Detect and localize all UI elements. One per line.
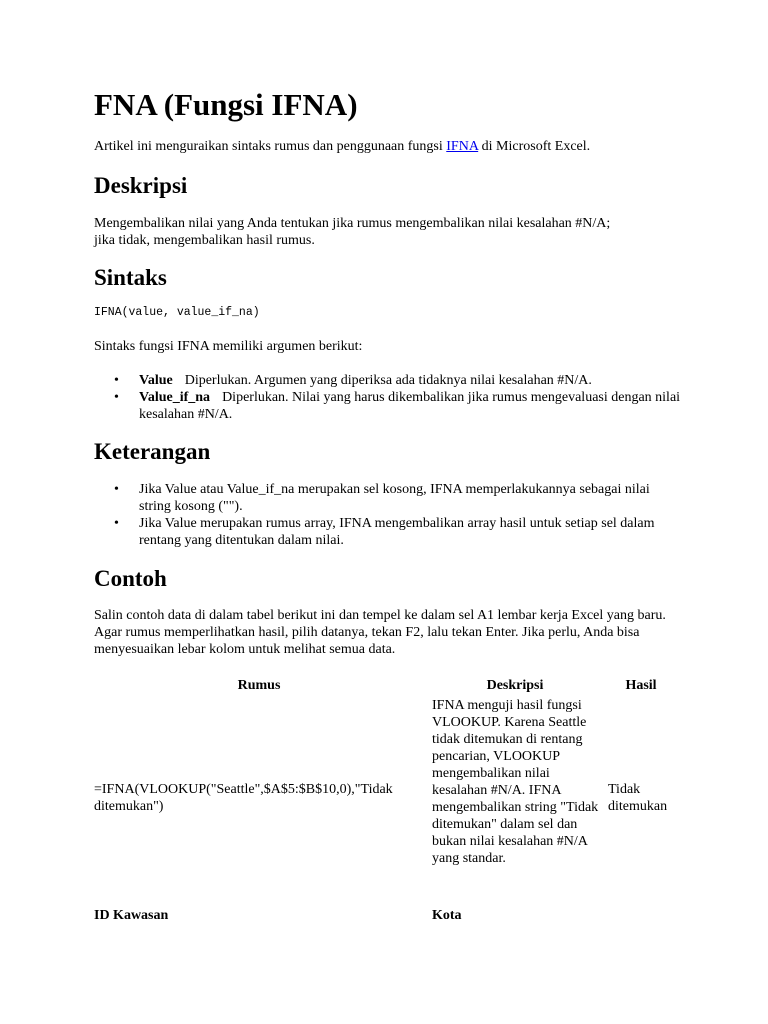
table-cell-formula: =IFNA(VLOOKUP("Seattle",$A$5:$B$10,0),"Tidak ditemukan") [94,782,393,814]
deskripsi-line-2: jika tidak, mengembalikan hasil rumus. [94,233,315,248]
table-subheader-id-kawasan: ID Kawasan [94,908,169,923]
page-title: FNA (Fungsi IFNA) [94,87,358,122]
argument-item [94,389,684,423]
contoh-intro: Salin contoh data di dalam tabel berikut ini dan tempel ke dalam sel A1 lembar kerja Excel yang baru. Agar rumus memperlihatkan hasil, pilih datanya, tekan F2, lalu tekan Enter. Jika perlu, Anda bisa menyesuaikan lebar kolom untuk melihat semua data. [94,608,666,657]
keterangan-item: • Jika Value merupakan rumus array, IFNA mengembalikan array hasil untuk setiap sel dalam rentang yang ditentukan dalam nilai. [94,515,684,549]
argument-desc: Diperlukan. Argumen yang diperiksa ada tidaknya nilai kesalahan #N/A. [184,373,592,388]
keterangan-list [94,481,684,549]
argument-name: Value_if_na [139,390,211,405]
intro-text-after: di Microsoft Excel. [478,139,591,154]
table-subheader-kota: Kota [432,908,462,923]
keterangan-item: • Jika Value atau Value_if_na merupakan sel kosong, IFNA memperlakukannya sebagai nilai string kosong (""). [94,481,684,515]
ifna-link[interactable]: IFNA [446,139,479,154]
intro-text-before: Artikel ini menguraikan sintaks rumus dan penggunaan fungsi [94,139,447,154]
table-header-hasil: Hasil [625,678,657,693]
heading-sintaks: Sintaks [94,265,167,290]
table-header-deskripsi: Deskripsi [486,678,544,693]
argument-desc: Diperlukan. Nilai yang harus dikembalikan jika rumus mengevaluasi dengan nilai kesalahan #N/A. [139,390,681,422]
intro-paragraph [94,138,590,155]
heading-deskripsi: Deskripsi [94,173,188,198]
heading-keterangan: Keterangan [94,439,211,464]
sintaks-lead: Sintaks fungsi IFNA memiliki argumen berikut: [94,339,363,354]
deskripsi-line-1: Mengembalikan nilai yang Anda tentukan jika rumus mengembalikan nilai kesalahan #N/A; [94,216,611,231]
table-cell-result: Tidak ditemukan [608,782,668,814]
syntax-code: IFNA(value, value_if_na) [94,306,260,319]
argument-list [94,372,684,423]
argument-name: Value [139,373,173,388]
heading-contoh: Contoh [94,566,167,591]
table-header-rumus: Rumus [237,678,281,693]
argument-item [94,372,684,389]
table-cell-description: IFNA menguji hasil fungsi VLOOKUP. Karena Seattle tidak ditemukan di rentang pencarian, VLOOKUP mengembalikan nilai kesalahan #N/A. IFNA mengembalikan string "Tidak ditemukan" dalam sel dan bukan nilai kesalahan #N/A yang standar. [432,698,599,866]
